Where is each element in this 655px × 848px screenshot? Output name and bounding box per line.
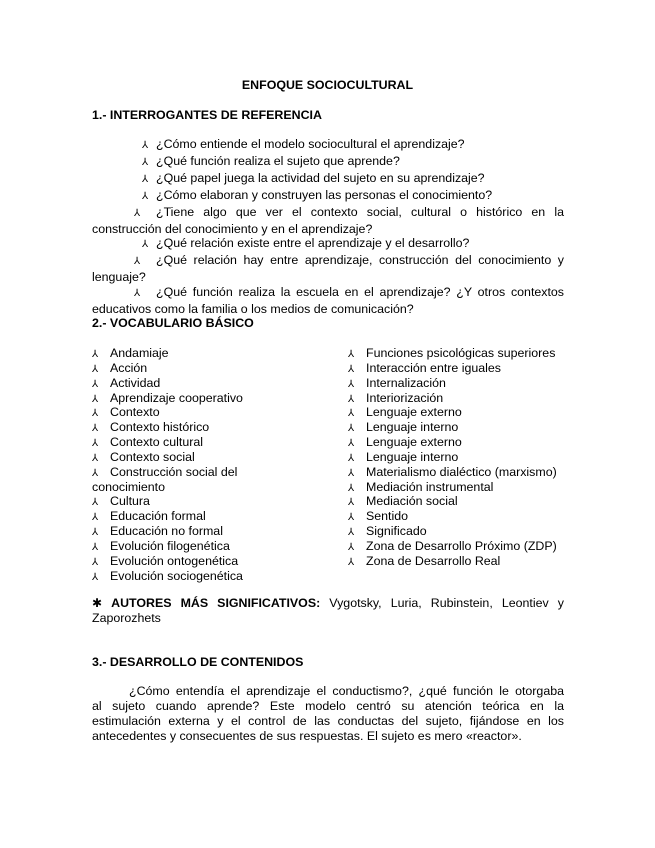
question-continuation: construcción del conocimiento y en el aprendizaje? [92,221,373,236]
vocab-item: ⅄ Interiorización [348,391,588,406]
vocab-item: ⅄ Actividad [92,376,332,391]
authors-names: Vygotsky, Luria, Rubinstein, Leontiev y [329,596,564,610]
vocab-item: ⅄ Internalización [348,376,588,391]
arrow-up-icon: ⅄ [92,556,99,568]
arrow-up-icon: ⅄ [348,482,355,494]
vocab-item: ⅄ Contexto social [92,450,332,465]
arrow-up-icon: ⅄ [141,140,149,151]
question-item: ⅄ ¿Tiene algo que ver el contexto social, cultural o histórico en la [92,205,564,222]
arrow-up-icon: ⅄ [348,378,355,390]
page-title: ENFOQUE SOCIOCULTURAL [241,78,414,92]
vocab-item: ⅄ Lenguaje interno [348,450,588,465]
arrow-up-icon: ⅄ [92,408,99,420]
vocab-item: ⅄ Construcción social del [92,465,332,480]
arrow-up-icon: ⅄ [348,408,355,420]
arrow-up-icon: ⅄ [92,512,99,524]
arrow-up-icon: ⅄ [141,190,149,202]
vocab-item: ⅄ Contexto [92,405,332,420]
question-item: ⅄ ¿Qué función realiza la escuela en el aprendizaje? ¿Y otros contextos [92,285,564,302]
vocab-item: ⅄ Mediación social [348,494,588,509]
vocab-item: ⅄ Mediación instrumental [348,480,588,495]
arrow-up-icon: ⅄ [134,256,141,268]
vocab-item: ⅄ Funciones psicológicas superiores [348,346,588,361]
paragraph-line: estimulación externa y el control de las conductas del sujeto, fijándose en los [92,713,564,728]
vocab-item: ⅄ Lenguaje externo [348,405,588,420]
vocab-item: ⅄ Contexto cultural [92,435,332,450]
vocab-item-continuation: conocimiento [92,479,166,494]
arrow-up-icon: ⅄ [92,438,99,450]
vocab-item: ⅄ Evolución filogenética [92,539,332,554]
arrow-up-icon: ⅄ [348,363,355,375]
vocab-item: ⅄ Cultura [92,494,332,509]
arrow-up-icon: ⅄ [348,393,355,405]
vocab-item: ⅄ Interacción entre iguales [348,361,588,376]
vocab-item: ⅄ Materialismo dialéctico (marxismo) [348,465,588,480]
vocab-item: ⅄ Evolución sociogenética [92,569,332,584]
paragraph-line: al sujeto cuando aprende? Este modelo centró su atención teórica en la [92,698,564,713]
authors-label: AUTORES MÁS SIGNIFICATIVOS: [111,596,321,610]
arrow-up-icon: ⅄ [348,438,355,450]
vocab-item: ⅄ Acción [92,361,332,376]
vocab-item: ⅄ Lenguaje externo [348,435,588,450]
section2-heading: 2.- VOCABULARIO BÁSICO [92,316,254,330]
arrow-up-icon: ⅄ [92,527,99,539]
section3-heading: 3.- DESARROLLO DE CONTENIDOS [92,655,304,669]
arrow-up-icon: ⅄ [92,541,99,553]
paragraph-line: ¿Cómo entendía el aprendizaje el conductismo?, ¿qué función le otorgaba [129,684,564,698]
question-item: ⅄ ¿Qué relación hay entre aprendizaje, construcción del conocimiento y [92,253,564,270]
arrow-up-icon: ⅄ [348,423,355,435]
arrow-up-icon: ⅄ [348,541,355,553]
arrow-up-icon: ⅄ [92,571,99,583]
question-item: ⅄ ¿Qué relación existe entre el aprendizaje y el desarrollo? [92,236,564,253]
authors-names-continuation: Zaporozhets [92,610,161,625]
arrow-up-icon: ⅄ [134,207,141,219]
arrow-up-icon: ⅄ [141,156,149,168]
question-item: ⅄ ¿Cómo elaboran y construyen las personas el conocimiento? [92,188,564,205]
vocab-item: ⅄ Zona de Desarrollo Real [348,554,588,569]
vocab-right-column [348,346,588,569]
vocab-item: ⅄ Sentido [348,509,588,524]
content-paragraph [92,684,564,744]
question-continuation: lenguaje? [92,270,146,285]
section1-heading: 1.- INTERROGANTES DE REFERENCIA [92,108,322,122]
vocab-item: ⅄ Educación no formal [92,524,332,539]
arrow-up-icon: ⅄ [141,173,149,185]
vocab-item: ⅄ Contexto histórico [92,420,332,435]
arrow-up-icon: ⅄ [348,512,355,524]
question-item: ⅄ ¿Qué papel juega la actividad del sujeto en su aprendizaje? [92,171,564,188]
arrow-up-icon: ⅄ [92,467,99,479]
paragraph-line: antecedentes y consecuentes de sus respuestas. El sujeto es mero «reactor». [92,728,522,743]
arrow-up-icon: ⅄ [348,556,355,568]
star-bullet-icon: ✱ [92,596,103,610]
arrow-up-icon: ⅄ [348,452,355,464]
vocab-item: ⅄ Aprendizaje cooperativo [92,391,332,406]
arrow-up-icon: ⅄ [92,393,99,405]
arrow-up-icon: ⅄ [92,452,99,464]
vocab-item: ⅄ Significado [348,524,588,539]
arrow-up-icon: ⅄ [348,349,355,360]
vocab-item: ⅄ Andamiaje [92,346,332,361]
question-continuation: educativos como la familia o los medios de comunicación? [92,302,414,317]
arrow-up-icon: ⅄ [92,349,99,360]
arrow-up-icon: ⅄ [92,423,99,435]
vocab-left-column [92,346,332,584]
arrow-up-icon: ⅄ [141,239,149,251]
vocab-item: ⅄ Educación formal [92,509,332,524]
vocab-item: ⅄ Zona de Desarrollo Próximo (ZDP) [348,539,588,554]
arrow-up-icon: ⅄ [92,363,99,375]
authors-block [92,596,564,626]
question-item: ⅄ ¿Qué función realiza el sujeto que aprende? [92,154,564,171]
arrow-up-icon: ⅄ [348,467,355,479]
questions-list [92,137,564,317]
arrow-up-icon: ⅄ [348,527,355,539]
arrow-up-icon: ⅄ [134,288,141,300]
vocab-item: ⅄ Evolución ontogenética [92,554,332,569]
arrow-up-icon: ⅄ [348,497,355,509]
question-item: ⅄ ¿Cómo entiende el modelo sociocultural el aprendizaje? [92,137,564,154]
arrow-up-icon: ⅄ [92,378,99,390]
vocab-item: ⅄ Lenguaje interno [348,420,588,435]
arrow-up-icon: ⅄ [92,497,99,509]
